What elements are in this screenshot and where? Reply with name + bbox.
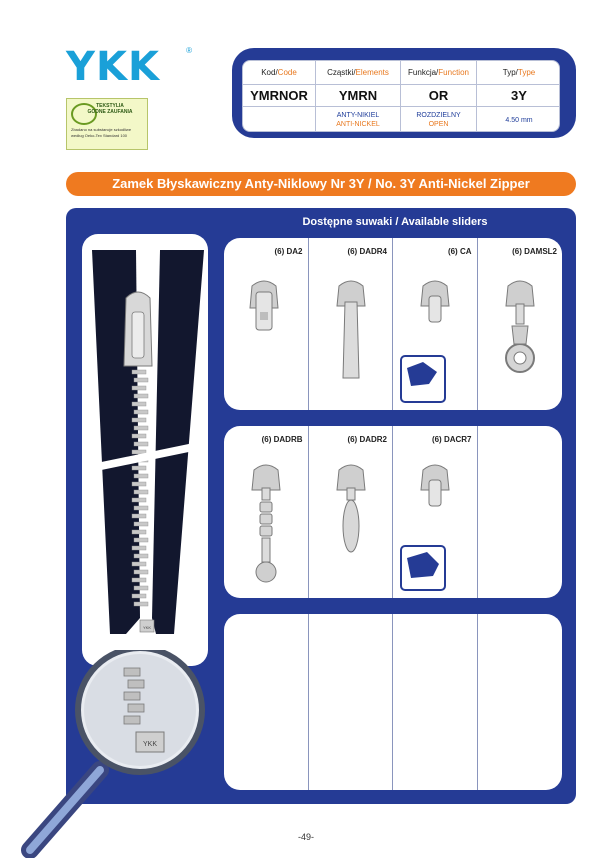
slider-dadr2-image xyxy=(309,426,393,598)
slider-label: (6) CA xyxy=(447,247,472,256)
slider-dadr2 xyxy=(309,426,394,598)
zipper-tape-right xyxy=(152,250,204,634)
certificate-title: TEKSTYLIA GODNE ZAUFANIA xyxy=(87,103,133,115)
sliders-title: Dostępne suwaki / Available sliders xyxy=(302,216,488,228)
slider-empty xyxy=(478,426,563,598)
slider-damsl2-image xyxy=(478,238,562,410)
slider-row-1 xyxy=(224,238,562,410)
slider-label: (6) DA2 xyxy=(274,247,303,256)
detail-elements: ANTY-NIKIEL ANTI-NICKEL xyxy=(316,107,401,132)
code-table xyxy=(242,60,560,132)
slider-label: (6) DACR7 xyxy=(431,435,472,444)
slider-da2 xyxy=(224,238,309,410)
value-type: 3Y xyxy=(477,85,560,107)
zipper-slider xyxy=(124,292,152,366)
detail-function: ROZDZIELNY OPEN xyxy=(401,107,477,132)
magnifier-icon xyxy=(0,650,220,858)
header-function: Funkcja/Function xyxy=(401,61,477,85)
value-elements: YMRN xyxy=(316,85,401,107)
slider-dadr4 xyxy=(309,238,394,410)
registered-mark: ® xyxy=(186,46,192,55)
slider-slot-empty xyxy=(393,614,478,790)
slider-label: (6) DAMSL2 xyxy=(512,247,557,256)
logo-text: YKK xyxy=(66,44,160,90)
zipper-stop-mark: YKK xyxy=(142,625,152,630)
slider-row-3 xyxy=(224,614,562,790)
header-elements: Cząstki/Elements xyxy=(316,61,401,85)
slider-ca xyxy=(393,238,478,410)
slider-damsl2 xyxy=(478,238,563,410)
certificate-line-1: Zbadano na substancje szkodliwe xyxy=(71,127,132,132)
slider-label: (6) DADR2 xyxy=(347,435,387,444)
oeko-tex-certificate xyxy=(66,98,148,150)
slider-ca-image xyxy=(393,238,477,410)
slider-slot-empty xyxy=(478,614,563,790)
slider-label: (6) DADR4 xyxy=(347,247,387,256)
value-function: OR xyxy=(401,85,477,107)
slider-slot-empty xyxy=(224,614,309,790)
detail-code xyxy=(243,107,316,132)
magnifier-mark: YKK xyxy=(142,741,158,748)
page-number: -49- xyxy=(297,832,314,842)
slider-row-2 xyxy=(224,426,562,598)
slider-dadrb xyxy=(224,426,309,598)
detail-type: 4.50 mm xyxy=(505,116,533,124)
slider-da2-image xyxy=(224,238,308,410)
header-code: Kod/Code xyxy=(243,61,316,85)
slider-dadrb-image xyxy=(224,426,308,598)
certificate-line-2: według Oeko-Tex Standard 100 xyxy=(71,133,128,138)
slider-dadr4-image xyxy=(309,238,393,410)
slider-dacr7 xyxy=(393,426,478,598)
product-title-bar: Zamek Błyskawiczny Anty-Niklowy Nr 3Y / No. 3Y Anti-Nickel Zipper xyxy=(66,172,576,196)
zipper-image xyxy=(82,234,208,666)
ykk-logo xyxy=(66,44,192,90)
slider-slot-empty xyxy=(309,614,394,790)
slider-dacr7-image xyxy=(393,426,477,598)
value-code: YMRNOR xyxy=(243,85,316,107)
header-type: Typ/Type xyxy=(477,61,560,85)
slider-label: (6) DADRB xyxy=(261,435,303,444)
